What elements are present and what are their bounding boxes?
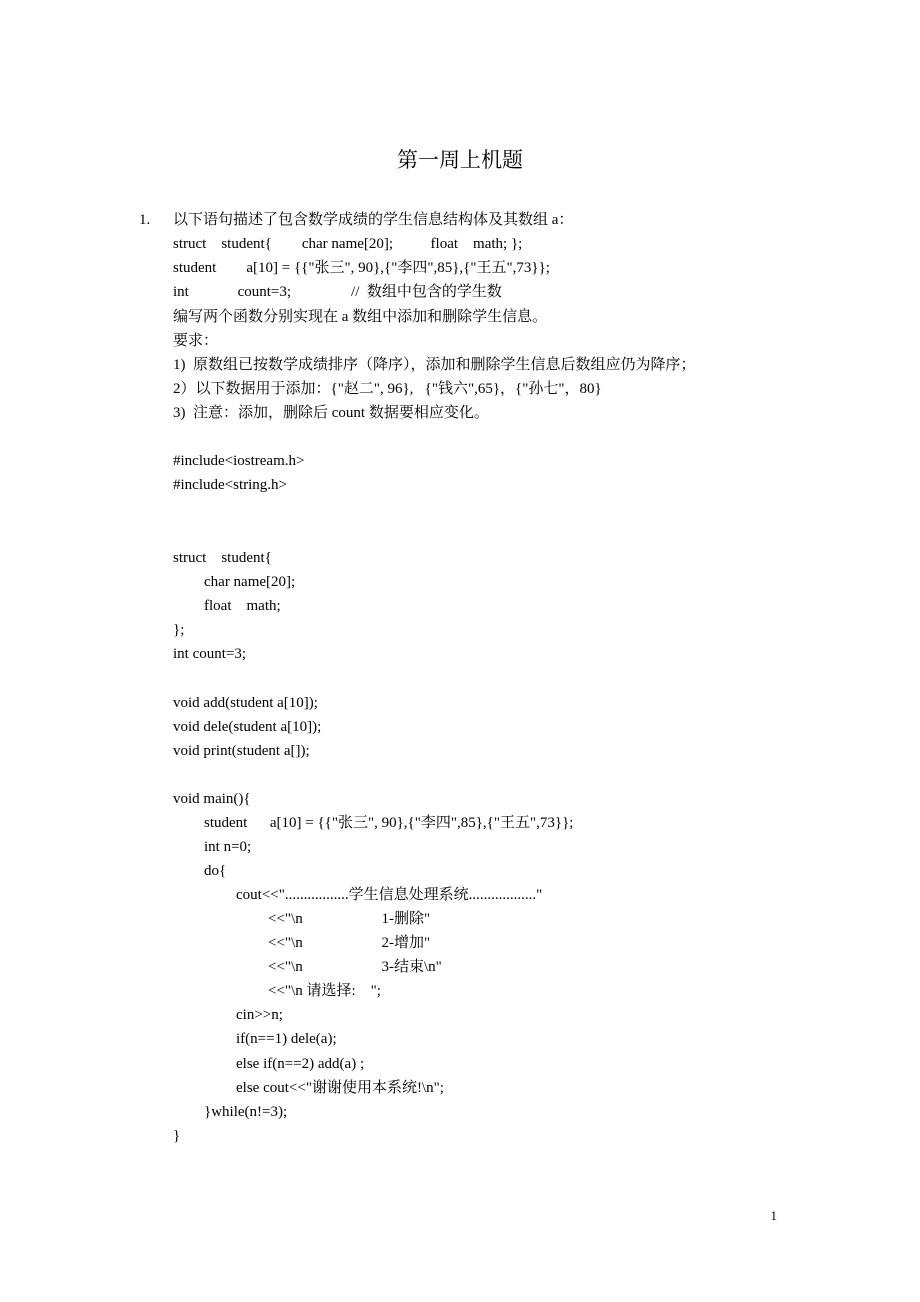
code-line: student a[10] = {{"张三", 90},{"李四",85},{"王五",73}}; [173,260,550,276]
text-line: 3) 注意：添加，删除后 count 数据要相应变化。 [173,405,489,421]
text-line: 2）以下数据用于添加：{"赵二", 96}, {"钱六",65}，{"孙七"，80} [173,381,602,397]
item-number: 1. [139,212,151,228]
code-line: #include<iostream.h> [173,453,305,469]
code-line: void add(student a[10]); [173,695,318,711]
code-line: struct student{ char name[20]; float math; }; [173,236,523,252]
code-line: struct student{ [173,550,272,566]
text-line: 编写两个函数分别实现在 a 数组中添加和删除学生信息。 [173,309,548,325]
code-line: <<"\n 1-删除" [268,911,431,927]
code-line: else if(n==2) add(a) ; [236,1056,365,1072]
code-line: float math; [204,598,281,614]
code-line: } [173,1128,181,1144]
code-line: student a[10] = {{"张三", 90},{"李四",85},{"王五",73}}; [204,815,574,831]
code-line: void print(student a[]); [173,743,310,759]
code-line: void dele(student a[10]); [173,719,322,735]
text-line: 以下语句描述了包含数学成绩的学生信息结构体及其数组 a： [173,212,574,228]
code-line: do{ [204,863,227,879]
code-line: #include<string.h> [173,477,287,493]
code-line: cout<<".................学生信息处理系统.................." [236,887,543,903]
code-line: <<"\n 请选择: "; [268,983,381,999]
text-line: 要求： [173,333,219,349]
code-line: <<"\n 3-结束\n" [268,959,442,975]
page-title: 第一周上机题 [397,148,523,172]
code-line: if(n==1) dele(a); [236,1031,337,1047]
code-line: void main(){ [173,791,251,807]
code-line: cin>>n; [236,1007,283,1023]
code-line: int count=3; [173,646,247,662]
code-line: <<"\n 2-增加" [268,935,431,951]
code-line: char name[20]; [204,574,296,590]
code-line: int count=3; // 数组中包含的学生数 [173,284,502,300]
code-line: int n=0; [204,839,252,855]
code-line: }while(n!=3); [204,1104,288,1120]
text-line: 1) 原数组已按数学成绩排序（降序），添加和删除学生信息后数组应仍为降序； [173,357,696,373]
code-line: }; [173,622,185,638]
page-number: 1 [770,1208,777,1223]
code-line: else cout<<"谢谢使用本系统!\n"; [236,1080,444,1096]
